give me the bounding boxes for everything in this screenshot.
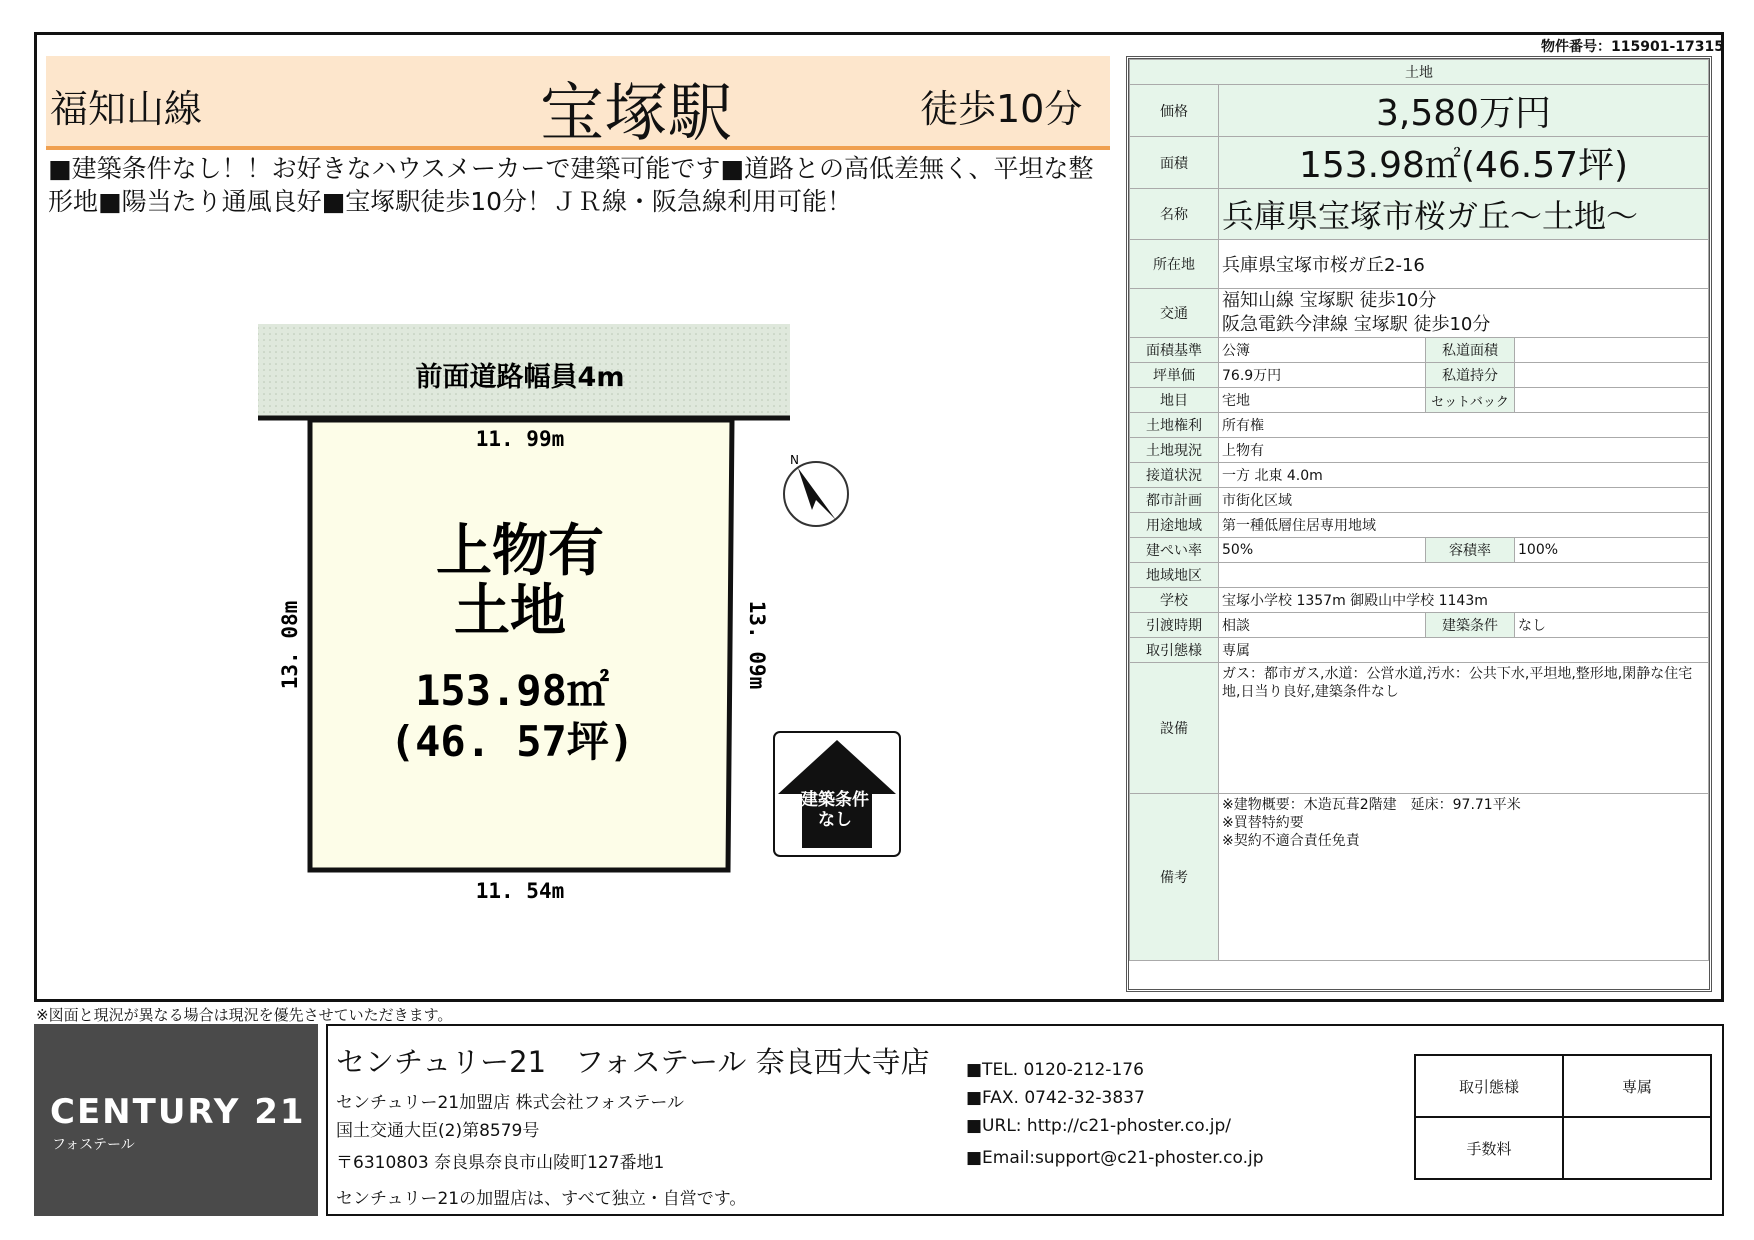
station-name: 宝塚駅 — [540, 77, 732, 151]
area: 153.98㎡(46.57坪) — [1219, 137, 1709, 189]
badge-text: 建築条件 なし — [801, 790, 869, 830]
price: 3,580万円 — [1219, 85, 1709, 137]
dim-right: 13. 09m — [745, 600, 769, 690]
walk-time: 徒歩10分 — [920, 87, 1083, 131]
road-width-label: 前面道路幅員4m — [415, 362, 625, 393]
deal-type: 専属 — [1563, 1055, 1711, 1117]
svg-text:N: N — [790, 453, 799, 467]
property-name: 兵庫県宝塚市桜ガ丘〜土地〜 — [1219, 189, 1709, 240]
company: センチュリー21加盟店 株式会社フォステール — [336, 1093, 684, 1113]
line-name: 福知山線 — [50, 87, 203, 131]
independent-note: センチュリー21の加盟店は、すべて独立・自営です。 — [336, 1189, 747, 1209]
plot-outline — [310, 420, 732, 870]
dim-bottom: 11. 54m — [475, 879, 565, 903]
shop-name: センチュリー21 フォステール 奈良西大寺店 — [336, 1045, 930, 1079]
dim-top: 11. 99m — [475, 427, 565, 451]
email-link[interactable]: ■Email:support@c21-phoster.co.jp — [966, 1148, 1264, 1168]
north-arrow-icon — [784, 453, 848, 526]
address: 兵庫県宝塚市桜ガ丘2-16 — [1219, 240, 1709, 289]
century21-logo: CENTURY 21 — [50, 1092, 306, 1132]
notice: ※図面と現況が異なる場合は現況を優先させていただきます。 — [36, 1006, 453, 1024]
fax: ■FAX. 0742-32-3837 — [966, 1088, 1145, 1108]
property-number: 物件番号：115901-17315 — [1541, 39, 1724, 55]
facility: ガス：都市ガス,水道：公営水道,汚水：公共下水,平坦地,整形地,閑静な住宅地,日当り良好,建築条件なし — [1219, 663, 1709, 794]
transport: 福知山線 宝塚駅 徒歩10分 阪急電鉄今津線 宝塚駅 徒歩10分 — [1219, 289, 1709, 338]
spec-title: 土地 — [1130, 60, 1709, 85]
dim-left: 13. 08m — [278, 600, 302, 690]
remarks: ※建物概要：木造瓦葺2階建 延床：97.71平米 ※買替特約要 ※契約不適合責任免責 — [1219, 794, 1709, 961]
license: 国土交通大臣(2)第8579号 — [336, 1121, 540, 1141]
plot-label-building: 上物有 — [436, 519, 604, 584]
catchcopy: ■建築条件なし！！お好きなハウスメーカーで建築可能です■道路との高低差無く、平坦な整形地■陽当たり通風良好■宝塚駅徒歩10分！ＪＲ線・阪急線利用可能！ — [48, 154, 1094, 216]
plot-area-tsubo: (46. 57坪) — [389, 717, 635, 766]
plot-plan — [250, 320, 910, 920]
logo-subtitle: フォステール — [52, 1137, 135, 1153]
plot-area-m2: 153.98㎡ — [415, 666, 609, 715]
fee-table: 取引態様 専属 手数料 — [1414, 1054, 1712, 1180]
company-address: 〒6310803 奈良県奈良市山陵町127番地1 — [336, 1153, 665, 1173]
url-link[interactable]: ■URL: http://c21-phoster.co.jp/ — [966, 1116, 1231, 1136]
tel: ■TEL. 0120-212-176 — [966, 1060, 1144, 1080]
fee — [1563, 1117, 1711, 1179]
spec-table: 土地 価格 3,580万円 面積 153.98㎡(46.57坪) 名称 兵庫県宝塚市桜ガ丘〜土地〜 所在地 兵庫県宝塚市桜ガ丘2-16 交通 福知山線 宝塚駅 徒歩10分 阪急電鉄今津線 宝塚駅 徒歩10分 面積基準 公簿 私道面積 坪単価 76.9万円 私道持分 地目 宅地 セットバック 土地権利 所有権 土地現況 上物有 接道状況 一方 北東 4.0m 都市計画 市街化区域 用途地域 第一種低層住居専用地域 建ぺい率 50% 容積率 100% 地域地区 学校 宝塚小学校 1357m 御殿山中学校 1143m 引渡時期 相談 建築条件 なし 取引態様 専属 設備 ガス：都市ガス,水道：公営水道,汚水：公共下水,平坦地,整形地,閑静な住宅地,日当り良好,建築条件なし 備考 ※建物概要：木造瓦葺2階建 延床：97.71平米 ※買替特約要 ※契約不適合責任免責 — [1126, 56, 1712, 992]
plot-label-land: 土地 — [454, 579, 566, 644]
